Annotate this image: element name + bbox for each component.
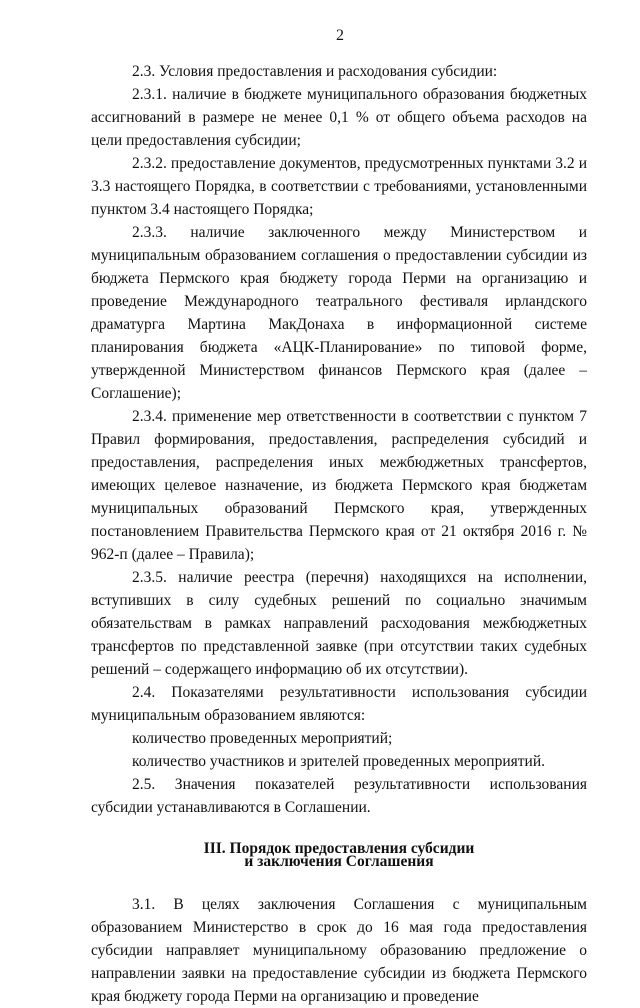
paragraph-2-3: 2.3. Условия предоставления и расходования субсидии: (132, 63, 498, 80)
paragraph-2-3-2: 2.3.2. предоставление документов, предусмотренных пунктами 3.2 и 3.3 настоящего Порядка, в соответствии с требованиями, установленными пунктом 3.4 настоящего Порядка; (91, 155, 587, 218)
spacer (91, 868, 587, 893)
paragraph-2-4: 2.4. Показателями результативности использования субсидии муниципальным образованием являются: (91, 684, 587, 724)
page-number: 2 (336, 27, 344, 44)
paragraph-2-3-3: 2.3.3. наличие заключенного между Министерством и муниципальным образованием соглашения о предоставлении субсидии из бюджета Пермского края бюджету города Перми на организацию и проведение Международного театрального фестиваля ирландского драматурга Мартина МакДонаха в информационной системе планирования бюджета «АЦК-Планирование» по типовой форме, утвержденной Министерством финансов Пермского края (далее – Соглашение); (91, 224, 587, 402)
section-heading-line-1: III. Порядок предоставления субсидии (203, 840, 475, 857)
paragraph-2-3-5: 2.3.5. наличие реестра (перечня) находящихся на исполнении, вступивших в силу судебных решений по социально значимым обязательствам в рамках направлений расходования межбюджетных трансфертов по представленной заявке (при отсутствии таких судебных решений – содержащего информацию об их отсутствии). (91, 569, 587, 678)
document-body (91, 60, 587, 1008)
paragraph-2-3-4: 2.3.4. применение мер ответственности в соответствии с пунктом 7 Правил формирования, предоставления, распределения субсидий и предоставления, распределения иных межбюджетных трансфертов, имеющих целевое назначение, из бюджета Пермского края бюджетам муниципальных образований Пермского края, утвержденных постановлением Правительства Пермского края от 21 октября 2016 г. № 962-п (далее – Правила); (91, 408, 587, 563)
paragraph-2-3-1: 2.3.1. наличие в бюджете муниципального образования бюджетных ассигнований в размере не менее 0,1 % от общего объема расходов на цели предоставления субсидии; (91, 86, 587, 149)
paragraph-2-5: 2.5. Значения показателей результативности использования субсидии устанавливаются в Соглашении. (91, 776, 587, 816)
indicator-item-1: количество проведенных мероприятий; (132, 730, 393, 747)
indicator-item-2: количество участников и зрителей проведенных мероприятий. (132, 753, 545, 770)
paragraph-3-1: 3.1. В целях заключения Соглашения с муниципальным образованием Министерство в срок до 16 мая года предоставления субсидии направляет муниципальному образованию предложение о направлении заявки на предоставление субсидии из бюджета Пермского края бюджету города Перми на организацию и проведение (91, 896, 587, 1005)
section-heading-line-2: и заключения Соглашения (244, 853, 434, 870)
section-heading (91, 842, 587, 868)
